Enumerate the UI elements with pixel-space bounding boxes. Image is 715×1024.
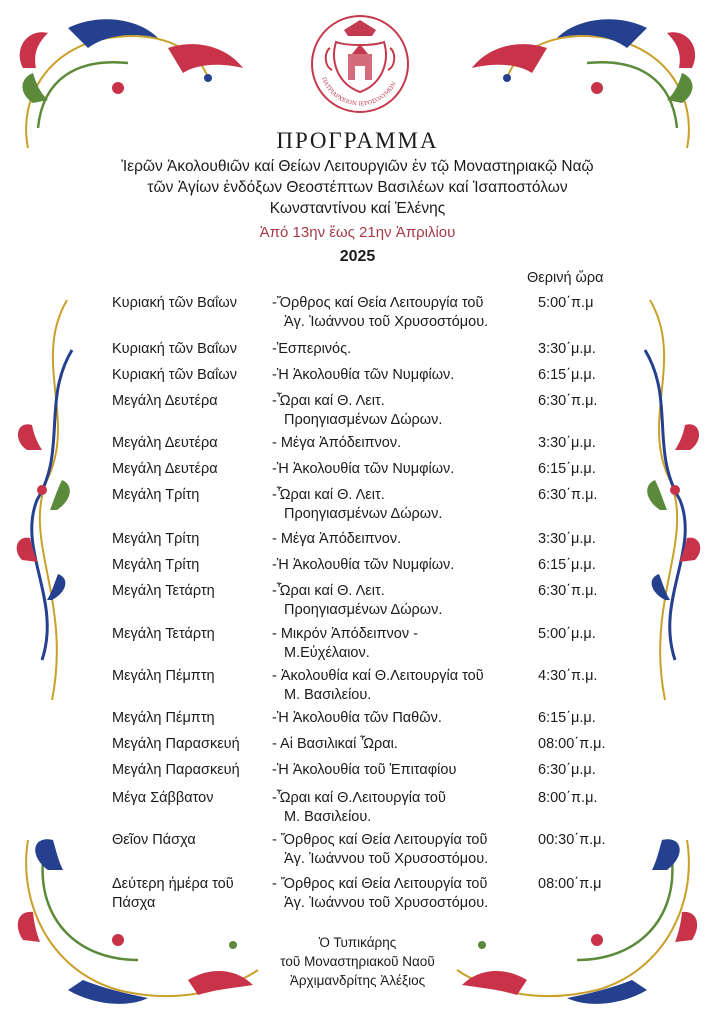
schedule-day: Μεγάλη Τρίτη	[112, 487, 200, 503]
schedule-service	[272, 761, 528, 780]
schedule-day: Μεγάλη Πέμπτη	[112, 668, 215, 684]
schedule-time: 5:00΄μ.μ.	[538, 626, 596, 642]
time-column-header: Θερινή ὥρα	[527, 270, 604, 286]
service-line: - Ὄρθρος καί Θεία Λειτουργία τοῦ	[272, 832, 488, 848]
schedule-service	[272, 831, 528, 869]
schedule-service	[272, 366, 528, 385]
service-line: Μ. Βασιλείου.	[284, 809, 372, 825]
schedule-service	[272, 582, 528, 620]
schedule-day: Μεγάλη Τετάρτη	[112, 583, 215, 599]
schedule-service	[272, 392, 528, 430]
schedule-service	[272, 735, 528, 754]
subtitle-line-1: Ἱερῶν Ἀκολουθιῶν καί Θείων Λειτουργιῶν ἐν τῷ Μοναστηριακῷ Ναῷ	[121, 158, 594, 175]
schedule-day: Μεγάλη Δευτέρα	[112, 435, 218, 451]
schedule-service	[272, 486, 528, 524]
schedule-service	[272, 556, 528, 575]
schedule-time: 3:30΄μ.μ.	[538, 341, 596, 357]
schedule-day: Μέγα Σάββατον	[112, 790, 214, 806]
subtitle-line-3: Κωνσταντίνου καί Ἑλένης	[269, 200, 446, 217]
service-line: -Ὧραι καί Θ. Λειτ.	[272, 583, 385, 599]
schedule-service	[272, 875, 528, 913]
year: 2025	[339, 248, 376, 265]
signature-church: τοῦ Μοναστηριακοῦ Ναοῦ	[280, 954, 435, 969]
schedule-service	[272, 667, 528, 705]
service-line: - Ὄρθρος καί Θεία Λειτουργία τοῦ	[272, 876, 488, 892]
schedule-day: Κυριακή τῶν Βαΐων	[112, 367, 237, 383]
side-ornament-right	[630, 300, 705, 700]
schedule-time: 6:30΄μ.μ.	[538, 762, 596, 778]
schedule-time: 4:30΄π.μ.	[538, 668, 598, 684]
seal-caption: ΠΑΤΡΙΑΡΧΕΙΟΝ ΙΕΡΟΣΟΛΥΜΩΝ	[320, 76, 398, 108]
signature-block	[0, 933, 715, 990]
schedule-day: Μεγάλη Τρίτη	[112, 557, 200, 573]
schedule-time: 6:30΄π.μ.	[538, 487, 598, 503]
schedule-time: 08:00΄π.μ.	[538, 736, 606, 752]
schedule-service	[272, 709, 528, 728]
side-ornament-left	[12, 300, 87, 700]
service-line: -Ἡ Ἀκολουθία τῶν Νυμφίων.	[272, 461, 455, 477]
schedule-time: 6:15΄μ.μ.	[538, 557, 596, 573]
service-line: Προηγιασμένων Δώρων.	[284, 602, 443, 618]
schedule-time: 00:30΄π.μ.	[538, 832, 606, 848]
schedule-time: 5:00΄π.μ	[538, 295, 594, 311]
date-range: Ἀπό 13ην ἕως 21ην Ἀπριλίου	[259, 224, 456, 241]
schedule-service	[272, 434, 528, 453]
schedule-time: 8:00΄π.μ.	[538, 790, 598, 806]
schedule-time: 08:00΄π.μ	[538, 876, 602, 892]
page-title: ΠΡΟΓΡΑΜΜΑ	[276, 128, 439, 153]
service-line: -Ἡ Ἀκολουθία τοῦ Ἐπιταφίου	[272, 762, 457, 778]
service-line: Μ. Βασιλείου.	[284, 687, 372, 703]
service-line: Ἁγ. Ἰωάννου τοῦ Χρυσοστόμου.	[284, 895, 489, 911]
schedule-day: Μεγάλη Δευτέρα	[112, 461, 218, 477]
schedule-day: Μεγάλη Πέμπτη	[112, 710, 215, 726]
schedule-time: 6:30΄π.μ.	[538, 583, 598, 599]
service-line: - Μέγα Ἀπόδειπνον.	[272, 531, 402, 547]
schedule-time: 6:15΄μ.μ.	[538, 367, 596, 383]
service-line: -Ὧραι καί Θ. Λειτ.	[272, 393, 385, 409]
service-line: Ἁγ. Ἰωάννου τοῦ Χρυσοστόμου.	[284, 851, 489, 867]
service-line: - Μέγα Ἀπόδειπνον.	[272, 435, 402, 451]
signature-name: Ἀρχιμανδρίτης Ἀλέξιος	[289, 973, 426, 988]
schedule-service	[272, 625, 528, 663]
signature-title: Ὁ Τυπικάρης	[318, 935, 397, 950]
service-line: - Ἀκολουθία καί Θ.Λειτουργία τοῦ	[272, 668, 484, 684]
schedule-day: Μεγάλη Τετάρτη	[112, 626, 215, 642]
schedule-time: 3:30΄μ.μ.	[538, 531, 596, 547]
schedule-service	[272, 340, 528, 359]
schedule-service	[272, 294, 528, 332]
patriarchate-seal-emblem	[308, 12, 412, 116]
schedule-day: Μεγάλη Δευτέρα	[112, 393, 218, 409]
service-line: Προηγιασμένων Δώρων.	[284, 506, 443, 522]
schedule-day: Μεγάλη Τρίτη	[112, 531, 200, 547]
subtitle-line-2: τῶν Ἁγίων ἐνδόξων Θεοστέπτων Βασιλέων καί Ἰσαποστόλων	[147, 179, 568, 196]
service-line: - Μικρόν Ἀπόδειπνον -	[272, 626, 418, 642]
service-line: Προηγιασμένων Δώρων.	[284, 412, 443, 428]
schedule-day: Θεῖον Πάσχα	[112, 832, 196, 848]
service-line: Μ.Εὐχέλαιον.	[284, 645, 370, 661]
schedule-time: 6:15΄μ.μ.	[538, 461, 596, 477]
service-line: Ἁγ. Ἰωάννου τοῦ Χρυσοστόμου.	[284, 314, 489, 330]
schedule-day: Δεύτερη ἡμέρα τοῦ Πάσχα	[112, 876, 234, 911]
schedule-day: Μεγάλη Παρασκευή	[112, 736, 240, 752]
schedule-day: Μεγάλη Παρασκευή	[112, 762, 240, 778]
service-line: -Ἡ Ἀκολουθία τῶν Νυμφίων.	[272, 367, 455, 383]
service-line: -Ὧραι καί Θ.Λειτουργία τοῦ	[272, 790, 446, 806]
schedule-time: 3:30΄μ.μ.	[538, 435, 596, 451]
schedule-day: Κυριακή τῶν Βαΐων	[112, 295, 237, 311]
schedule-service	[272, 460, 528, 479]
schedule-service	[272, 530, 528, 549]
schedule-time: 6:30΄π.μ.	[538, 393, 598, 409]
service-line: -Ἡ Ἀκολουθία τῶν Παθῶν.	[272, 710, 442, 726]
service-line: -Ὄρθρος καί Θεία Λειτουργία τοῦ	[272, 295, 484, 311]
service-line: -Ὧραι καί Θ. Λειτ.	[272, 487, 385, 503]
schedule-service	[272, 789, 528, 827]
schedule-time: 6:15΄μ.μ.	[538, 710, 596, 726]
service-line: -Ἡ Ἀκολουθία τῶν Νυμφίων.	[272, 557, 455, 573]
service-line: - Αἱ Βασιλικαί Ὧραι.	[272, 736, 398, 752]
service-line: -Ἑσπερινός.	[272, 341, 352, 357]
schedule-day: Κυριακή τῶν Βαΐων	[112, 341, 237, 357]
